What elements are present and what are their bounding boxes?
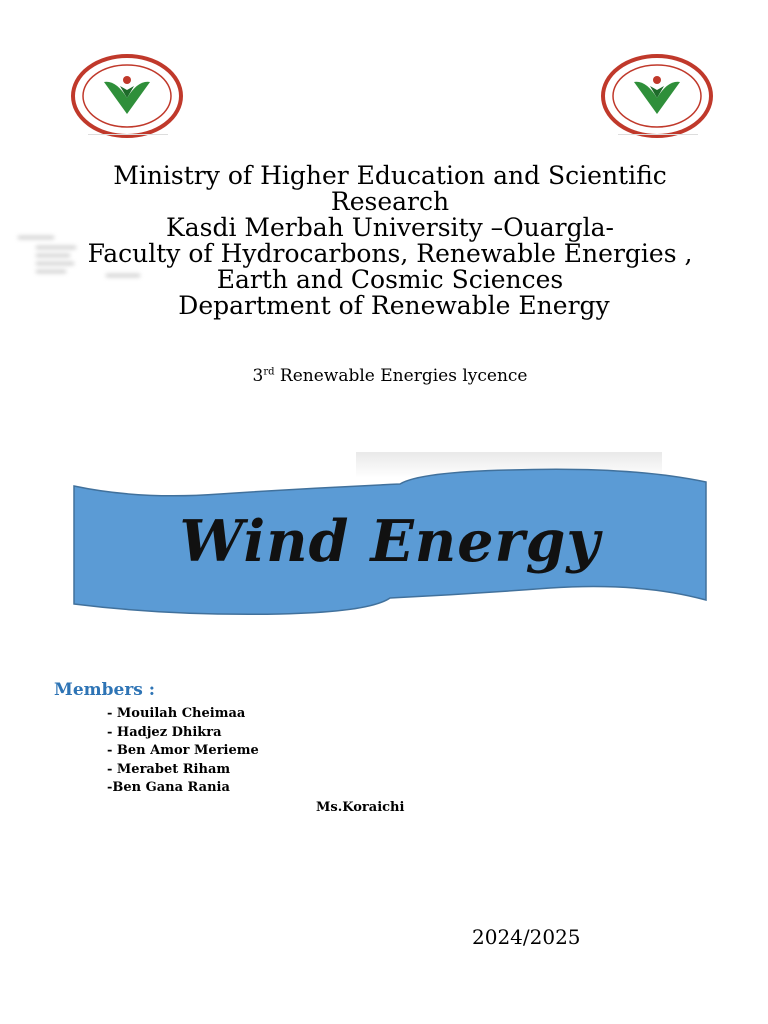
university-logo-right	[598, 52, 716, 140]
licence-text: Renewable Energies lycence	[274, 366, 528, 386]
member-name: - Hadjez Dhikra	[107, 724, 222, 740]
member-name: - Merabet Riham	[107, 761, 231, 777]
header-line-faculty: Faculty of Hydrocarbons, Renewable Energies ,	[87, 239, 693, 268]
members-list	[107, 705, 259, 798]
supervisor-name: Ms.Koraichi	[316, 800, 405, 815]
header-line-department: Department of Renewable Energy	[170, 291, 610, 320]
member-name: - Ben Amor Merieme	[107, 743, 259, 759]
licence-line	[0, 366, 768, 386]
university-logo-left	[68, 52, 186, 140]
member-name: -Ben Gana Rania	[107, 780, 230, 796]
members-heading: Members :	[54, 680, 156, 700]
institution-header	[40, 163, 740, 319]
header-line-research: Research	[330, 187, 450, 216]
licence-ordinal-suffix: rd	[263, 366, 275, 378]
header-line-ministry: Ministry of Higher Education and Scientific	[113, 161, 667, 190]
document-title: Wind Energy	[179, 508, 601, 575]
member-name: - Mouilah Cheimaa	[107, 706, 246, 721]
header-line-sciences: Earth and Cosmic Sciences	[216, 265, 564, 294]
academic-year: 2024/2025	[472, 925, 581, 949]
header-line-university: Kasdi Merbah University –Ouargla-	[166, 213, 614, 242]
licence-number: 3	[252, 366, 264, 386]
